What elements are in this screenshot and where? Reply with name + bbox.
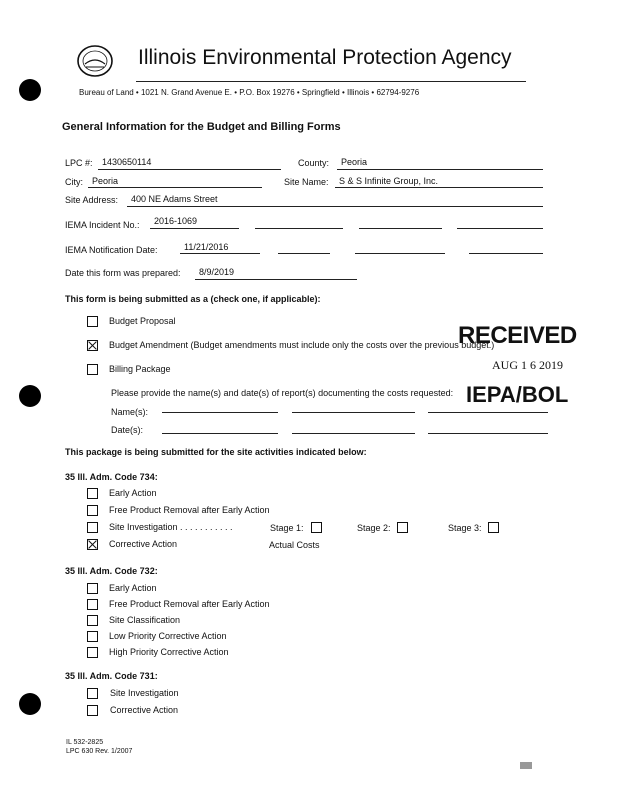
731-corrective-action-checkbox[interactable] [87,705,98,716]
site-name-label: Site Name: [284,177,329,187]
734-actual-costs-label: Actual Costs [269,540,320,550]
iema-notification-line-4 [469,253,543,254]
732-early-action-label: Early Action [109,583,157,593]
city-line [88,187,262,188]
budget-amendment-label: Budget Amendment (Budget amendments must include only the costs over the previous budget.) [109,340,495,350]
punch-hole-bottom [19,693,41,715]
names-line-1[interactable] [162,412,278,413]
iema-incident-line-3 [359,228,442,229]
732-low-priority-checkbox[interactable] [87,631,98,642]
iema-notification-line-1 [180,253,260,254]
iema-notification-line-3 [355,253,445,254]
site-address-label: Site Address: [65,195,119,205]
form-title: General Information for the Budget and Billing Forms [62,121,341,133]
732-early-action-checkbox[interactable] [87,583,98,594]
731-site-investigation-label: Site Investigation [110,688,179,698]
county-line [337,169,543,170]
732-free-product-label: Free Product Removal after Early Action [109,599,270,609]
agency-name: Illinois Environmental Protection Agency [138,46,512,69]
site-address-value[interactable]: 400 NE Adams Street [131,194,218,204]
734-stage2-checkbox[interactable] [397,522,408,533]
received-stamp-office: IEPA/BOL [466,382,569,407]
734-stage3-checkbox[interactable] [488,522,499,533]
names-line-2[interactable] [292,412,415,413]
732-site-classification-label: Site Classification [109,615,181,625]
734-stage1-label: Stage 1: [270,523,304,533]
city-label: City: [65,177,83,187]
iema-incident-line-4 [457,228,543,229]
received-stamp-text: RECEIVED [458,322,577,349]
iema-notification-line-2 [278,253,330,254]
billing-package-label: Billing Package [109,364,171,374]
iema-incident-label: IEMA Incident No.: [65,220,140,230]
date-prepared-label: Date this form was prepared: [65,268,181,278]
732-free-product-checkbox[interactable] [87,599,98,610]
734-stage3-label: Stage 3: [448,523,482,533]
iema-incident-value[interactable]: 2016-1069 [154,216,198,226]
county-label: County: [298,158,330,168]
734-stage1-checkbox[interactable] [311,522,322,533]
lpc-value[interactable]: 1430650114 [102,157,152,167]
732-site-classification-checkbox[interactable] [87,615,98,626]
dates-line-1[interactable] [162,433,278,434]
reports-prompt: Please provide the name(s) and date(s) of report(s) documenting the costs requested: [111,388,454,398]
734-free-product-label: Free Product Removal after Early Action [109,505,270,515]
budget-proposal-checkbox[interactable] [87,316,98,327]
734-corrective-action-checkbox[interactable] [87,539,98,550]
lpc-label: LPC #: [65,158,93,168]
dates-line-2[interactable] [292,433,415,434]
dates-label: Date(s): [111,425,144,435]
iema-notification-label: IEMA Notification Date: [65,245,158,255]
footer-form-rev: LPC 630 Rev. 1/2007 [66,748,133,755]
iema-incident-line-1 [150,228,239,229]
billing-package-checkbox[interactable] [87,364,98,375]
budget-amendment-checkbox[interactable] [87,340,98,351]
734-site-investigation-label: Site Investigation . . . . . . . . . . . [109,522,233,532]
734-early-action-checkbox[interactable] [87,488,98,499]
code-731-heading: 35 Ill. Adm. Code 731: [65,671,158,681]
received-stamp-date: AUG 1 6 2019 [492,358,563,372]
lpc-line [98,169,281,170]
734-stage2-label: Stage 2: [357,523,391,533]
site-activities-heading: This package is being submitted for the site activities indicated below: [65,447,367,457]
site-name-value[interactable]: S & S Infinite Group, Inc. [339,176,439,186]
county-value[interactable]: Peoria [341,157,368,167]
732-low-priority-label: Low Priority Corrective Action [109,631,227,641]
city-value[interactable]: Peoria [92,176,119,186]
budget-proposal-label: Budget Proposal [109,316,176,326]
code-734-heading: 35 Ill. Adm. Code 734: [65,472,158,482]
734-free-product-checkbox[interactable] [87,505,98,516]
submitted-as-heading: This form is being submitted as a (check one, if applicable): [65,294,321,304]
site-name-line [335,187,543,188]
names-label: Name(s): [111,407,149,417]
page-corner-mark [520,762,532,769]
iema-notification-value[interactable]: 11/21/2016 [184,242,229,252]
date-prepared-line [195,279,357,280]
731-corrective-action-label: Corrective Action [110,705,179,715]
punch-hole-top [19,79,41,101]
dates-line-3[interactable] [428,433,548,434]
732-high-priority-label: High Priority Corrective Action [109,647,229,657]
date-prepared-value[interactable]: 8/9/2019 [199,267,235,277]
code-732-heading: 35 Ill. Adm. Code 732: [65,566,158,576]
iepa-seal-logo [76,44,114,78]
names-line-3[interactable] [428,412,548,413]
732-high-priority-checkbox[interactable] [87,647,98,658]
footer-form-id: IL 532-2825 [66,739,104,746]
header-rule [136,81,526,82]
iema-incident-line-2 [255,228,343,229]
agency-address: Bureau of Land • 1021 N. Grand Avenue E. • P.O. Box 19276 • Springfield • Illinois • 62794-9276 [79,88,420,97]
734-early-action-label: Early Action [109,488,157,498]
731-site-investigation-checkbox[interactable] [87,688,98,699]
site-address-line [127,206,543,207]
734-corrective-action-label: Corrective Action [109,539,178,549]
punch-hole-middle [19,385,41,407]
734-site-investigation-checkbox[interactable] [87,522,98,533]
